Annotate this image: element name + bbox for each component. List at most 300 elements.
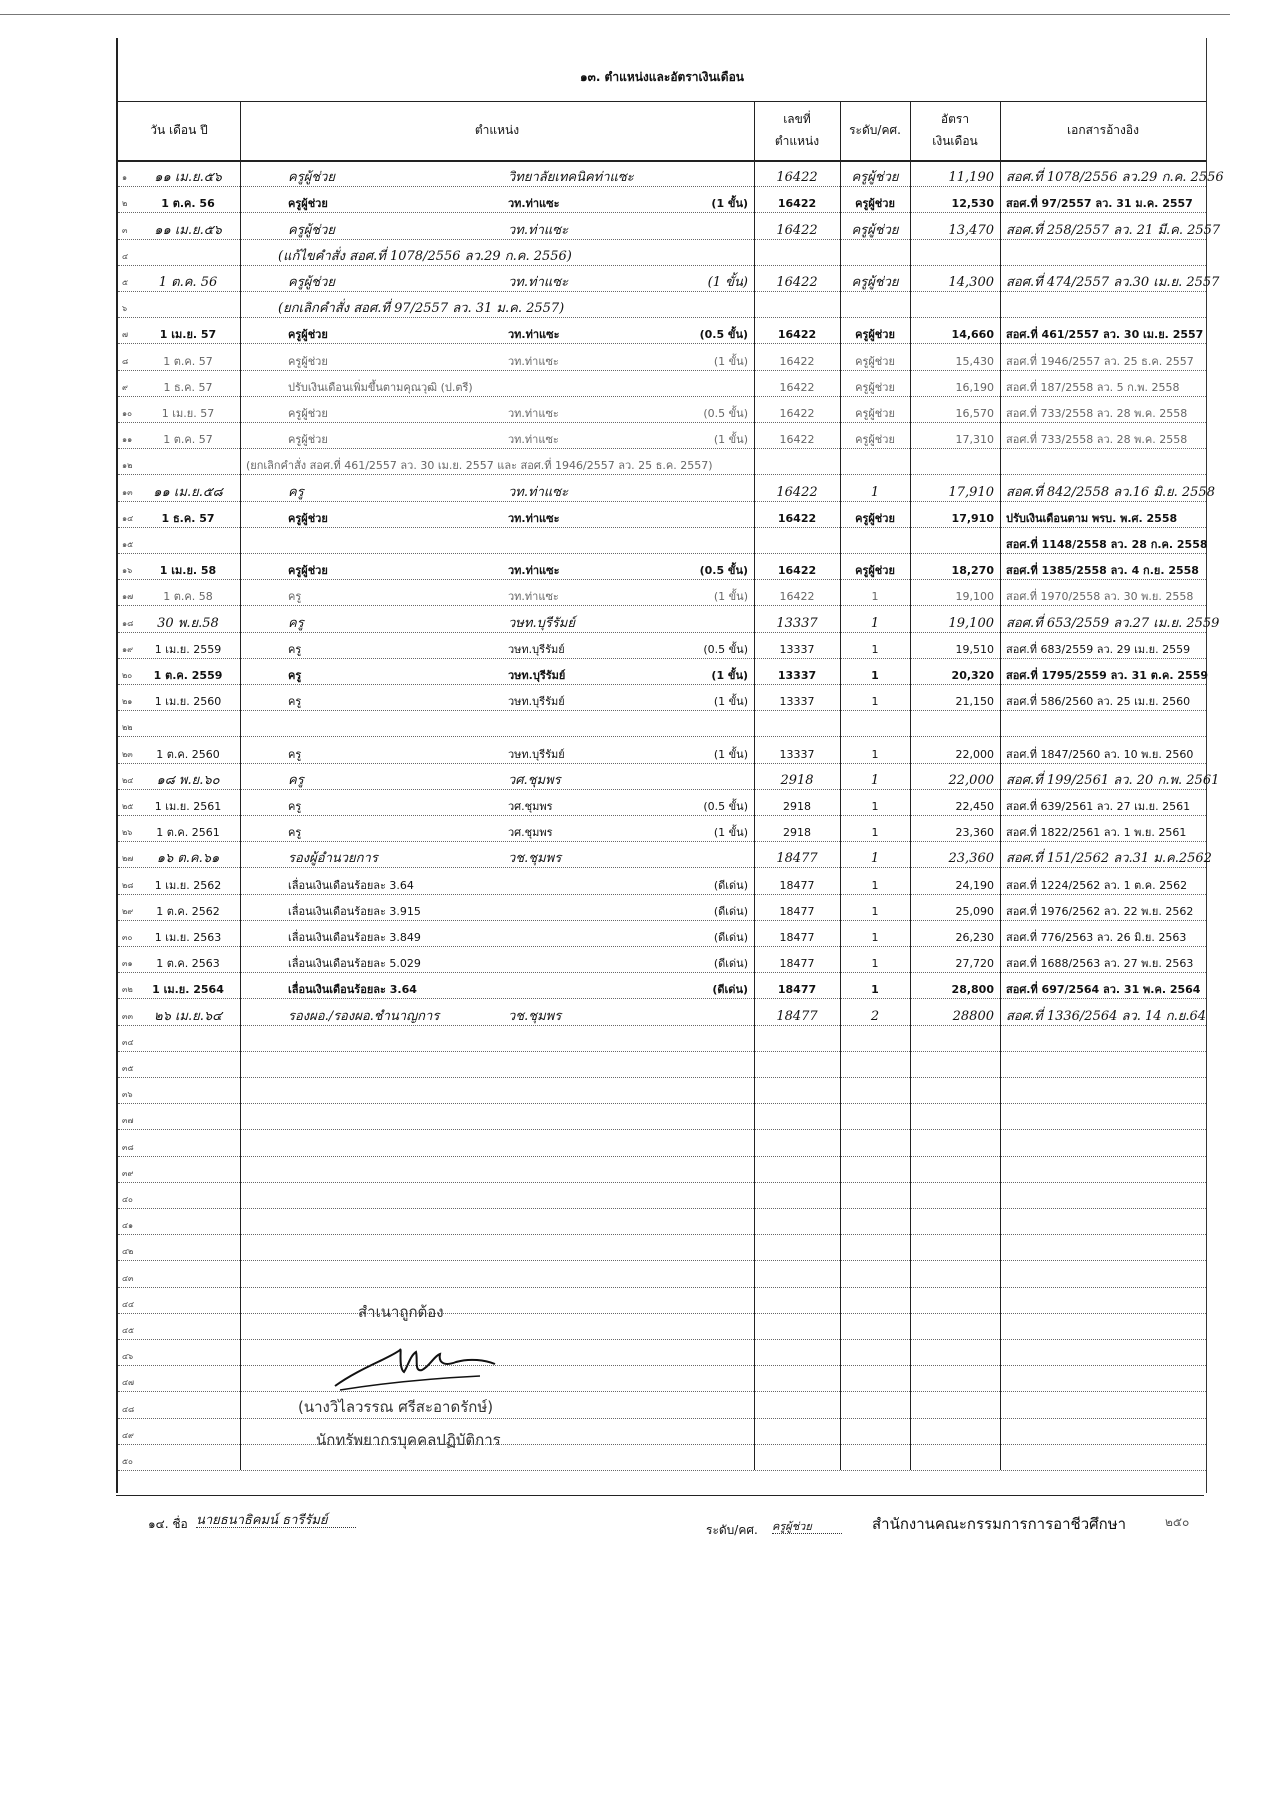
row-level: ครูผู้ช่วย bbox=[855, 354, 895, 368]
row-position-no: 18477 bbox=[779, 931, 815, 944]
row-level: ครูผู้ช่วย bbox=[855, 380, 895, 394]
row-level: 1 bbox=[870, 615, 880, 631]
row-number: ๓๙ bbox=[122, 1168, 134, 1178]
row-position-no: 13337 bbox=[779, 747, 815, 761]
row-level: 1 bbox=[870, 484, 880, 500]
row-position-no: 16422 bbox=[776, 222, 818, 238]
row-number: ๑๐ bbox=[122, 409, 132, 418]
row-rule bbox=[118, 1339, 1206, 1340]
row-date: 1 เม.ย. 57 bbox=[159, 328, 217, 342]
row-date: ๑๘ พ.ย.๖๐ bbox=[156, 772, 220, 788]
row-position-no: 16422 bbox=[776, 275, 818, 290]
row-position-no: 2918 bbox=[783, 826, 811, 840]
row-position: รองผอ./รองผอ.ชำนาญการ bbox=[288, 1008, 440, 1024]
row-rule bbox=[118, 1234, 1206, 1235]
row-position: ครู bbox=[288, 615, 304, 631]
row-level: 1 bbox=[871, 669, 879, 682]
row-salary: 14,660 bbox=[951, 328, 994, 342]
row-step: (1 ขั้น) bbox=[713, 590, 748, 604]
footer-name-label: ๑๔. ชื่อ bbox=[148, 1517, 188, 1531]
row-salary: 13,470 bbox=[948, 222, 994, 238]
row-step: (0.5 ขั้น) bbox=[699, 328, 748, 342]
row-rule bbox=[118, 343, 1206, 344]
row-salary: 17,310 bbox=[955, 433, 994, 447]
row-date: 1 เม.ย. 2560 bbox=[154, 695, 222, 709]
row-date: 1 เม.ย. 2564 bbox=[152, 983, 224, 997]
row-number: ๓๓ bbox=[122, 1011, 133, 1021]
row-rule bbox=[118, 1051, 1206, 1052]
row-reference: สอศ.ที่ 1224/2562 ลว. 1 ต.ค. 2562 bbox=[1006, 878, 1188, 892]
row-unit: วษท.บุรีรัมย์ bbox=[508, 695, 565, 709]
row-number: ๒๕ bbox=[122, 802, 134, 811]
row-reference: สอศ.ที่ 187/2558 ลว. 5 ก.พ. 2558 bbox=[1006, 380, 1180, 394]
row-level: 1 bbox=[871, 695, 879, 709]
row-position: ครูผู้ช่วย bbox=[288, 170, 336, 186]
row-reference: สอศ.ที่ 653/2559 ลว.27 เม.ย. 2559 bbox=[1006, 615, 1220, 631]
row-reference: สอศ.ที่ 1946/2557 ลว. 25 ธ.ค. 2557 bbox=[1006, 354, 1194, 368]
row-position-no: 16422 bbox=[779, 590, 815, 604]
row-number: ๓๗ bbox=[122, 1116, 134, 1126]
row-number: ๒๐ bbox=[122, 671, 133, 680]
row-number: ๒๖ bbox=[122, 828, 133, 838]
row-number: ๓๑ bbox=[122, 959, 133, 969]
row-step: (1 ขั้น) bbox=[713, 747, 748, 761]
row-salary: 15,430 bbox=[955, 354, 994, 368]
row-salary: 21,150 bbox=[955, 695, 994, 709]
row-reference: สอศ.ที่ 1385/2558 ลว. 4 ก.ย. 2558 bbox=[1006, 564, 1199, 578]
row-position: เลื่อนเงินเดือนร้อยละ 3.915 bbox=[288, 904, 421, 918]
row-unit: วท.ท่าแซะ bbox=[508, 564, 560, 578]
signature-image bbox=[330, 1338, 500, 1398]
row-unit: วช.ชุมพร bbox=[508, 1008, 562, 1024]
row-number: ๓๔ bbox=[122, 1037, 134, 1047]
row-rule bbox=[118, 1103, 1206, 1104]
row-rule bbox=[118, 317, 1206, 318]
row-date: 1 ต.ค. 58 bbox=[163, 590, 213, 604]
row-level: 1 bbox=[871, 800, 879, 813]
row-rule bbox=[118, 291, 1206, 292]
row-number: ๔๖ bbox=[122, 1352, 134, 1362]
row-unit: วศ.ชุมพร bbox=[508, 800, 553, 813]
row-reference: สอศ.ที่ 151/2562 ลว.31 ม.ค.2562 bbox=[1006, 851, 1212, 867]
row-position-no: 13337 bbox=[779, 642, 815, 656]
row-number: ๑๑ bbox=[122, 435, 133, 445]
row-salary: 24,190 bbox=[955, 878, 994, 892]
row-step: (0.5 ขั้น) bbox=[703, 642, 748, 656]
row-unit: วท.ท่าแซะ bbox=[508, 354, 559, 368]
row-position: ครู bbox=[288, 800, 302, 813]
row-level: ครูผู้ช่วย bbox=[855, 328, 895, 342]
row-unit: วท.ท่าแซะ bbox=[508, 275, 569, 290]
row-position-no: 16422 bbox=[777, 328, 817, 342]
row-salary: 18,270 bbox=[951, 564, 994, 578]
row-date: 30 พ.ย.58 bbox=[157, 615, 219, 631]
row-position-no: 18477 bbox=[776, 1008, 818, 1024]
row-position: ครูผู้ช่วย bbox=[288, 564, 328, 578]
row-position-no: 18477 bbox=[779, 904, 815, 918]
row-unit: วช.ชุมพร bbox=[508, 851, 562, 867]
row-position: ครู bbox=[288, 826, 302, 840]
row-step: (ดีเด่น) bbox=[712, 983, 748, 997]
row-position: ครู bbox=[288, 747, 302, 761]
row-level: 1 bbox=[871, 957, 879, 971]
row-number: ๑๙ bbox=[122, 644, 133, 654]
row-date: 1 ต.ค. 57 bbox=[163, 433, 213, 447]
row-reference: สอศ.ที่ 733/2558 ลว. 28 พ.ค. 2558 bbox=[1006, 407, 1188, 420]
row-rule bbox=[118, 998, 1206, 999]
row-date: 1 ต.ค. 2563 bbox=[156, 957, 220, 971]
row-number: ๗ bbox=[122, 330, 129, 340]
row-step: (1 ขั้น) bbox=[711, 669, 748, 682]
row-rule bbox=[118, 1260, 1206, 1261]
row-number: ๒๑ bbox=[122, 697, 133, 707]
row-position-no: 16422 bbox=[779, 354, 815, 368]
row-number: ๑๒ bbox=[122, 461, 133, 471]
row-position-no: 13337 bbox=[777, 669, 817, 682]
row-salary: 19,100 bbox=[955, 590, 994, 604]
row-level: 1 bbox=[871, 904, 879, 918]
row-rule bbox=[118, 736, 1206, 737]
row-reference: สอศ.ที่ 1148/2558 ลว. 28 ก.ค. 2558 bbox=[1006, 538, 1208, 551]
row-salary: 27,720 bbox=[955, 957, 994, 971]
row-rule bbox=[118, 920, 1206, 921]
signer-title: นักทรัพยากรบุคคลปฏิบัติการ bbox=[316, 1431, 501, 1449]
row-rule bbox=[118, 815, 1206, 816]
row-salary: 16,570 bbox=[955, 407, 994, 420]
row-position: ครูผู้ช่วย bbox=[288, 197, 328, 211]
row-unit: วท.ท่าแซะ bbox=[508, 328, 560, 342]
row-rule bbox=[118, 1470, 1206, 1471]
row-reference: ปรับเงินเดือนตาม พรบ. พ.ศ. 2558 bbox=[1006, 511, 1178, 525]
row-rule bbox=[118, 789, 1206, 790]
row-reference: สอศ.ที่ 842/2558 ลว.16 มิ.ย. 2558 bbox=[1006, 484, 1215, 500]
row-rule bbox=[118, 579, 1206, 580]
row-rule bbox=[118, 448, 1206, 449]
row-position-no: 16422 bbox=[776, 484, 818, 500]
row-number: ๓ bbox=[122, 225, 128, 235]
row-unit: วท.ท่าแซะ bbox=[508, 222, 569, 238]
row-salary: 22,000 bbox=[948, 772, 994, 788]
row-level: ครูผู้ช่วย bbox=[855, 564, 895, 578]
row-rule bbox=[118, 605, 1206, 606]
row-salary: 28800 bbox=[952, 1008, 994, 1024]
footer-level-value: ครูผู้ช่วย bbox=[772, 1520, 842, 1534]
row-level: ครูผู้ช่วย bbox=[855, 407, 895, 420]
page-number: ๒๕๐ bbox=[1165, 1515, 1190, 1529]
row-position: ครูผู้ช่วย bbox=[288, 511, 328, 525]
row-position-no: 16422 bbox=[779, 407, 815, 420]
row-step: (ดีเด่น) bbox=[713, 957, 748, 971]
row-rule bbox=[118, 632, 1206, 633]
row-rule bbox=[118, 239, 1206, 240]
row-number: ๔ bbox=[122, 251, 129, 261]
page-heading: ๑๓. ตำแหน่งและอัตราเงินเดือน bbox=[580, 70, 744, 84]
row-number: ๑ bbox=[122, 173, 128, 183]
row-rule bbox=[118, 212, 1206, 213]
row-step: (ดีเด่น) bbox=[713, 904, 748, 918]
column-divider bbox=[1000, 101, 1001, 1470]
row-salary: 19,100 bbox=[948, 615, 994, 631]
row-salary: 23,360 bbox=[948, 851, 994, 867]
row-rule bbox=[118, 1391, 1206, 1392]
row-rule bbox=[118, 710, 1206, 711]
row-note: (แก้ไขคำสั่ง สอศ.ที่ 1078/2556 ลว.29 ก.ค. 2556) bbox=[278, 248, 572, 264]
row-number: ๒๒ bbox=[122, 723, 133, 733]
row-number: ๑๖ bbox=[122, 566, 133, 576]
row-position-no: 18477 bbox=[779, 957, 815, 971]
row-position: ครูผู้ช่วย bbox=[288, 275, 336, 290]
row-level: 1 bbox=[871, 931, 879, 944]
row-level: 1 bbox=[870, 851, 880, 867]
row-rule bbox=[118, 1182, 1206, 1183]
row-position: ครู bbox=[288, 484, 304, 500]
row-date: ๑๑ เม.ย.๕๖ bbox=[154, 170, 222, 186]
row-step: (1 ขั้น) bbox=[707, 275, 748, 290]
row-reference: สอศ.ที่ 1976/2562 ลว. 22 พ.ย. 2562 bbox=[1006, 904, 1194, 918]
row-number: ๓๒ bbox=[122, 985, 133, 995]
row-number: ๑๘ bbox=[122, 618, 134, 628]
row-unit: วิทยาลัยเทคนิคท่าแซะ bbox=[508, 170, 634, 186]
row-reference: สอศ.ที่ 97/2557 ลว. 31 ม.ค. 2557 bbox=[1006, 197, 1193, 211]
row-position: เลื่อนเงินเดือนร้อยละ 3.64 bbox=[288, 878, 414, 892]
row-number: ๒๙ bbox=[122, 906, 134, 916]
row-number: ๕ bbox=[122, 278, 129, 287]
row-date: 1 เม.ย. 2559 bbox=[154, 642, 222, 656]
header-position: ตำแหน่ง bbox=[474, 123, 520, 137]
row-date: 1 เม.ย. 2563 bbox=[154, 931, 222, 944]
row-position: ปรับเงินเดือนเพิ่มขึ้นตามคุณวุฒิ (ป.ตรี) bbox=[288, 380, 473, 394]
row-reference: สอศ.ที่ 586/2560 ลว. 25 เม.ย. 2560 bbox=[1006, 695, 1191, 709]
row-position: เลื่อนเงินเดือนร้อยละ 3.64 bbox=[288, 983, 417, 997]
row-position: ครูผู้ช่วย bbox=[288, 407, 328, 420]
row-number: ๙ bbox=[122, 382, 128, 392]
row-date: ๒๖ เม.ย.๖๔ bbox=[154, 1008, 222, 1024]
row-rule bbox=[118, 841, 1206, 842]
row-number: ๒๘ bbox=[122, 880, 134, 890]
row-position-no: 2918 bbox=[780, 772, 814, 788]
row-reference: สอศ.ที่ 1795/2559 ลว. 31 ต.ค. 2559 bbox=[1006, 669, 1209, 682]
row-rule bbox=[118, 501, 1206, 502]
row-reference: สอศ.ที่ 776/2563 ลว. 26 มิ.ย. 2563 bbox=[1006, 931, 1187, 944]
header-level: ระดับ/คศ. bbox=[849, 123, 901, 137]
row-salary: 22,000 bbox=[955, 747, 994, 761]
row-note: (ยกเลิกคำสั่ง สอศ.ที่ 461/2557 ลว. 30 เม.ย. 2557 และ สอศ.ที่ 1946/2557 ลว. 25 ธ.ค. 2557) bbox=[246, 459, 713, 473]
row-rule bbox=[118, 1208, 1206, 1209]
row-number: ๔๗ bbox=[122, 1378, 135, 1388]
row-date: 1 เม.ย. 2562 bbox=[154, 878, 222, 892]
salary-record-sheet bbox=[116, 38, 1224, 1493]
row-reference: สอศ.ที่ 1847/2560 ลว. 10 พ.ย. 2560 bbox=[1006, 747, 1194, 761]
row-unit: วท.ท่าแซะ bbox=[508, 590, 559, 604]
row-position-no: 2918 bbox=[783, 800, 811, 813]
row-unit: วษท.บุรีรัมย์ bbox=[508, 669, 566, 682]
row-position: รองผู้อำนวยการ bbox=[288, 851, 378, 867]
row-salary: 19,510 bbox=[955, 642, 994, 656]
row-date: 1 ธ.ค. 57 bbox=[161, 511, 215, 525]
row-date: 1 เม.ย. 58 bbox=[159, 564, 217, 578]
row-reference: สอศ.ที่ 639/2561 ลว. 27 เม.ย. 2561 bbox=[1006, 800, 1191, 813]
header-salary-line2: เงินเดือน bbox=[932, 134, 978, 148]
row-rule bbox=[118, 658, 1206, 659]
copy-certified-text: สำเนาถูกต้อง bbox=[358, 1303, 444, 1321]
row-salary: 17,910 bbox=[951, 511, 994, 525]
row-step: (1 ขั้น) bbox=[713, 433, 748, 447]
header-position-no-line1: เลขที่ bbox=[783, 112, 811, 126]
row-salary: 16,190 bbox=[955, 380, 994, 394]
header-bottom-rule bbox=[118, 160, 1206, 162]
row-salary: 12,530 bbox=[951, 197, 994, 211]
signer-name: (นางวิไลวรรณ ศรีสะอาดรักษ์) bbox=[298, 1398, 494, 1416]
row-level: 1 bbox=[871, 642, 879, 656]
row-level: 2 bbox=[870, 1008, 880, 1024]
row-position-no: 16422 bbox=[779, 433, 815, 447]
row-reference: สอศ.ที่ 258/2557 ลว. 21 มี.ค. 2557 bbox=[1006, 222, 1221, 238]
row-position-no: 13337 bbox=[779, 695, 815, 709]
row-date: 1 ต.ค. 57 bbox=[163, 354, 213, 368]
row-level: ครูผู้ช่วย bbox=[855, 197, 895, 211]
row-reference: สอศ.ที่ 1078/2556 ลว.29 ก.ค. 2556 bbox=[1006, 170, 1224, 186]
row-unit: วท.ท่าแซะ bbox=[508, 511, 560, 525]
row-reference: สอศ.ที่ 683/2559 ลว. 29 เม.ย. 2559 bbox=[1006, 642, 1191, 656]
row-position: เลื่อนเงินเดือนร้อยละ 5.029 bbox=[288, 957, 421, 971]
row-position: ครู bbox=[288, 669, 302, 682]
row-unit: วศ.ชุมพร bbox=[508, 826, 553, 840]
row-rule bbox=[118, 527, 1206, 528]
row-position: เลื่อนเงินเดือนร้อยละ 3.849 bbox=[288, 931, 421, 944]
row-rule bbox=[118, 1365, 1206, 1366]
row-number: ๒๗ bbox=[122, 854, 134, 864]
row-number: ๘ bbox=[122, 356, 129, 366]
row-step: (1 ขั้น) bbox=[713, 826, 748, 840]
row-rule bbox=[118, 1287, 1206, 1288]
header-salary-line1: อัตรา bbox=[940, 112, 970, 126]
row-salary: 14,300 bbox=[948, 275, 994, 290]
row-rule bbox=[118, 763, 1206, 764]
row-position-no: 13337 bbox=[776, 615, 818, 631]
row-rule bbox=[118, 553, 1206, 554]
row-step: (1 ขั้น) bbox=[713, 695, 748, 709]
row-date: 1 ธ.ค. 57 bbox=[163, 380, 213, 394]
row-unit: วท.ท่าแซะ bbox=[508, 433, 559, 447]
row-position-no: 16422 bbox=[777, 511, 817, 525]
row-salary: 25,090 bbox=[955, 904, 994, 918]
footer-office: สำนักงานคณะกรรมการการอาชีวศึกษา bbox=[872, 1515, 1127, 1533]
row-rule bbox=[118, 1313, 1206, 1314]
row-date: 1 ต.ค. 2562 bbox=[156, 904, 220, 918]
row-note: (ยกเลิกคำสั่ง สอศ.ที่ 97/2557 ลว. 31 ม.ค. 2557) bbox=[278, 301, 565, 317]
row-number: ๔๔ bbox=[122, 1299, 135, 1309]
row-salary: 20,320 bbox=[951, 669, 994, 682]
row-rule bbox=[118, 396, 1206, 397]
row-position: ครู bbox=[288, 772, 304, 788]
row-unit: วษท.บุรีรัมย์ bbox=[508, 747, 565, 761]
row-number: ๓๕ bbox=[122, 1064, 134, 1073]
row-number: ๔๐ bbox=[122, 1195, 133, 1204]
row-date: 1 ต.ค. 2561 bbox=[156, 826, 220, 840]
row-number: ๔๑ bbox=[122, 1221, 134, 1231]
header-salary bbox=[910, 108, 1000, 152]
row-level: ครูผู้ช่วย bbox=[851, 222, 899, 238]
row-level: 1 bbox=[871, 747, 879, 761]
row-level: ครูผู้ช่วย bbox=[851, 275, 899, 290]
row-date: 1 เม.ย. 57 bbox=[161, 407, 215, 420]
row-number: ๓๘ bbox=[122, 1142, 134, 1152]
row-number: ๔๓ bbox=[122, 1273, 134, 1283]
row-date: ๑๑ เม.ย.๕๘ bbox=[153, 484, 223, 500]
row-level: 1 bbox=[871, 826, 879, 840]
row-position-no: 18477 bbox=[777, 983, 817, 997]
row-number: ๓๖ bbox=[122, 1090, 133, 1100]
row-salary: 23,360 bbox=[955, 826, 994, 840]
row-number: ๔๙ bbox=[122, 1430, 134, 1440]
row-rule bbox=[118, 946, 1206, 947]
row-rule bbox=[118, 1077, 1206, 1078]
row-unit: วท.ท่าแซะ bbox=[508, 197, 560, 211]
row-rule bbox=[118, 1444, 1206, 1445]
header-position-no-line2: ตำแหน่ง bbox=[774, 134, 820, 148]
row-rule bbox=[118, 894, 1206, 895]
row-rule bbox=[118, 186, 1206, 187]
row-rule bbox=[118, 370, 1206, 371]
row-date: 1 ต.ค. 56 bbox=[158, 275, 218, 290]
row-date: 1 ต.ค. 56 bbox=[161, 197, 215, 211]
row-number: ๔๘ bbox=[122, 1404, 135, 1414]
row-position: ครู bbox=[288, 695, 302, 709]
row-position-no: 16422 bbox=[776, 170, 818, 186]
row-date: ๑๖ ต.ค.๖๑ bbox=[156, 851, 220, 867]
row-reference: สอศ.ที่ 1970/2558 ลว. 30 พ.ย. 2558 bbox=[1006, 590, 1194, 604]
row-number: ๑๗ bbox=[122, 592, 134, 602]
row-salary: 22,450 bbox=[955, 800, 994, 813]
row-level: ครูผู้ช่วย bbox=[851, 170, 899, 186]
row-rule bbox=[118, 1129, 1206, 1130]
row-unit: วท.ท่าแซะ bbox=[508, 407, 559, 420]
row-level: 1 bbox=[871, 590, 879, 604]
row-step: (0.5 ขั้น) bbox=[699, 564, 748, 578]
header-reference: เอกสารอ้างอิง bbox=[1067, 123, 1139, 137]
row-number: ๓๐ bbox=[122, 933, 133, 942]
row-number: ๒๔ bbox=[122, 775, 134, 785]
row-number: ๕๐ bbox=[122, 1457, 133, 1466]
row-reference: สอศ.ที่ 733/2558 ลว. 28 พ.ค. 2558 bbox=[1006, 433, 1188, 447]
row-rule bbox=[118, 1025, 1206, 1026]
footer bbox=[116, 1495, 1204, 1566]
row-rule bbox=[118, 972, 1206, 973]
row-rule bbox=[118, 684, 1206, 685]
row-unit: วษท.บุรีรัมย์ bbox=[508, 642, 565, 656]
row-step: (0.5 ขั้น) bbox=[703, 800, 748, 813]
row-position-no: 16422 bbox=[777, 564, 817, 578]
row-step: (1 ขั้น) bbox=[711, 197, 748, 211]
row-position-no: 18477 bbox=[776, 851, 818, 867]
row-unit: วท.ท่าแซะ bbox=[508, 484, 569, 500]
row-reference: สอศ.ที่ 1336/2564 ลว. 14 ก.ย.64 bbox=[1006, 1008, 1207, 1024]
row-unit: วษท.บุรีรัมย์ bbox=[508, 615, 575, 631]
row-rule bbox=[118, 1156, 1206, 1157]
row-position: ครู bbox=[288, 590, 302, 604]
row-salary: 26,230 bbox=[955, 931, 994, 944]
row-reference: สอศ.ที่ 461/2557 ลว. 30 เม.ย. 2557 bbox=[1006, 328, 1204, 342]
row-rule bbox=[118, 265, 1206, 266]
row-level: ครูผู้ช่วย bbox=[855, 511, 895, 525]
row-step: (0.5 ขั้น) bbox=[703, 407, 748, 420]
row-step: (ดีเด่น) bbox=[713, 931, 748, 944]
row-number: ๔๒ bbox=[122, 1247, 134, 1257]
row-number: ๑๓ bbox=[122, 487, 133, 497]
row-rule bbox=[118, 867, 1206, 868]
row-level: 1 bbox=[871, 983, 879, 997]
scan-edge-line bbox=[0, 14, 1230, 15]
